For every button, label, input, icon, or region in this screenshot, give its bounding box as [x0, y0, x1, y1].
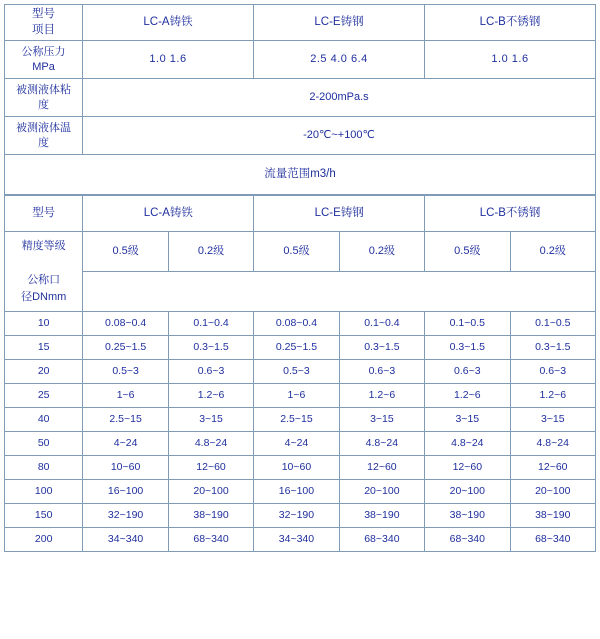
flow-value: 4~24 — [83, 432, 168, 456]
flow-value: 0.3~1.5 — [510, 336, 595, 360]
dn-value: 40 — [5, 408, 83, 432]
row-label-line: 公称压力 — [21, 45, 66, 58]
accuracy-header: 0.5级 — [83, 232, 168, 272]
flow-value: 68~340 — [510, 528, 595, 552]
flow-value: 4.8~24 — [510, 432, 595, 456]
flow-value: 38~190 — [339, 504, 424, 528]
flow-value: 68~340 — [168, 528, 253, 552]
flow-value: 38~190 — [168, 504, 253, 528]
accuracy-header: 0.5级 — [425, 232, 510, 272]
flow-value: 68~340 — [339, 528, 424, 552]
flow-value: 0.1~0.5 — [425, 312, 510, 336]
accuracy-header: 0.2级 — [510, 232, 595, 272]
pressure-value-lc-a: 1.0 1.6 — [83, 41, 254, 79]
flow-value: 1.2~6 — [339, 384, 424, 408]
flow-value: 3~15 — [425, 408, 510, 432]
flow-value: 12~60 — [425, 456, 510, 480]
table-row — [5, 232, 596, 272]
flow-value: 0.6~3 — [339, 360, 424, 384]
flow-value: 1.2~6 — [510, 384, 595, 408]
flow-value: 1.2~6 — [425, 384, 510, 408]
flow-value: 3~15 — [339, 408, 424, 432]
row-label-line: 精度等级 — [21, 239, 66, 252]
flow-value: 4.8~24 — [168, 432, 253, 456]
row-label-line: 公称口 — [27, 274, 61, 287]
dn-value: 200 — [5, 528, 83, 552]
liquid-viscosity-value: 2-200mPa.s — [83, 79, 596, 117]
dn-value: 100 — [5, 480, 83, 504]
flow-value: 3~15 — [510, 408, 595, 432]
dn-value: 15 — [5, 336, 83, 360]
accuracy-header-spacer — [83, 272, 596, 312]
flow-value: 38~190 — [425, 504, 510, 528]
row-label-liquid-viscosity — [5, 79, 83, 117]
model-header-lc-e: LC-E铸钢 — [254, 5, 425, 41]
flow-range-title: 流量范围m3/h — [5, 155, 596, 195]
table-row — [5, 117, 596, 155]
flow-value: 20~100 — [168, 480, 253, 504]
flow-value: 0.5~3 — [83, 360, 168, 384]
flow-value: 2.5~15 — [254, 408, 339, 432]
row-label-line: 度 — [38, 98, 49, 111]
model-header-lc-b: LC-B不锈钢 — [425, 196, 596, 232]
pressure-value-lc-e: 2.5 4.0 6.4 — [254, 41, 425, 79]
flow-value: 4~24 — [254, 432, 339, 456]
row-label-model: 型号 — [5, 196, 83, 232]
table-row — [5, 5, 596, 41]
flow-value: 10~60 — [254, 456, 339, 480]
accuracy-header: 0.2级 — [168, 232, 253, 272]
flow-value: 0.6~3 — [510, 360, 595, 384]
flow-value: 3~15 — [168, 408, 253, 432]
flow-value: 12~60 — [339, 456, 424, 480]
flow-value: 12~60 — [510, 456, 595, 480]
flow-value: 1~6 — [254, 384, 339, 408]
flow-value: 0.1~0.5 — [510, 312, 595, 336]
table-row — [5, 41, 596, 79]
flow-value: 1.2~6 — [168, 384, 253, 408]
dn-value: 25 — [5, 384, 83, 408]
model-header-lc-a: LC-A铸铁 — [83, 196, 254, 232]
pressure-value-lc-b: 1.0 1.6 — [425, 41, 596, 79]
flow-value: 0.08~0.4 — [83, 312, 168, 336]
flow-value: 0.3~1.5 — [339, 336, 424, 360]
specification-table-top — [4, 4, 596, 195]
row-label-line: 被测液体粘 — [16, 83, 71, 96]
dn-value: 80 — [5, 456, 83, 480]
flow-value: 38~190 — [510, 504, 595, 528]
flow-value: 34~340 — [254, 528, 339, 552]
flow-value: 16~100 — [254, 480, 339, 504]
flow-value: 0.5~3 — [254, 360, 339, 384]
table-row — [5, 312, 596, 336]
model-header-lc-b: LC-B不锈钢 — [425, 5, 596, 41]
flow-value: 12~60 — [168, 456, 253, 480]
table-row — [5, 196, 596, 232]
dn-value: 10 — [5, 312, 83, 336]
flow-value: 20~100 — [425, 480, 510, 504]
table-row — [5, 408, 596, 432]
flow-value: 2.5~15 — [83, 408, 168, 432]
table-row — [5, 360, 596, 384]
table-row — [5, 528, 596, 552]
flow-value: 32~190 — [83, 504, 168, 528]
table-row — [5, 480, 596, 504]
accuracy-header: 0.2级 — [339, 232, 424, 272]
flow-value: 0.08~0.4 — [254, 312, 339, 336]
flow-value: 4.8~24 — [339, 432, 424, 456]
table-row — [5, 79, 596, 117]
flow-value: 0.25~1.5 — [254, 336, 339, 360]
table-row — [5, 155, 596, 195]
flow-value: 0.3~1.5 — [425, 336, 510, 360]
table-row — [5, 384, 596, 408]
flow-value: 0.1~0.4 — [339, 312, 424, 336]
accuracy-header: 0.5级 — [254, 232, 339, 272]
table-row — [5, 504, 596, 528]
flow-value: 0.3~1.5 — [168, 336, 253, 360]
flow-value: 0.25~1.5 — [83, 336, 168, 360]
row-label-accuracy-dn — [5, 232, 83, 312]
row-label-nominal-pressure — [5, 41, 83, 79]
table-row — [5, 336, 596, 360]
flow-value: 16~100 — [83, 480, 168, 504]
flow-value: 0.1~0.4 — [168, 312, 253, 336]
flow-value: 10~60 — [83, 456, 168, 480]
dn-value: 150 — [5, 504, 83, 528]
flow-value: 68~340 — [425, 528, 510, 552]
row-label-line: 被测液体温 — [16, 121, 71, 134]
table-row — [5, 456, 596, 480]
flow-value: 32~190 — [254, 504, 339, 528]
row-label-liquid-temperature — [5, 117, 83, 155]
dn-value: 50 — [5, 432, 83, 456]
flow-value: 20~100 — [510, 480, 595, 504]
flow-value: 34~340 — [83, 528, 168, 552]
row-label-model-item — [5, 5, 83, 41]
row-label-line: 度 — [38, 136, 49, 149]
liquid-temperature-value: -20℃~+100℃ — [83, 117, 596, 155]
flow-value: 0.6~3 — [168, 360, 253, 384]
row-label-line: 径DNmm — [21, 290, 67, 303]
model-header-lc-e: LC-E铸钢 — [254, 196, 425, 232]
specification-table-bottom — [4, 195, 596, 552]
row-label-line: 项目 — [32, 23, 55, 36]
model-header-lc-a: LC-A铸铁 — [83, 5, 254, 41]
flow-value: 20~100 — [339, 480, 424, 504]
row-label-line: 型号 — [32, 8, 55, 20]
flow-value: 1~6 — [83, 384, 168, 408]
flow-value: 4.8~24 — [425, 432, 510, 456]
flow-value: 0.6~3 — [425, 360, 510, 384]
table-row — [5, 432, 596, 456]
row-label-line: MPa — [32, 60, 55, 73]
table-row — [5, 272, 596, 312]
dn-value: 20 — [5, 360, 83, 384]
